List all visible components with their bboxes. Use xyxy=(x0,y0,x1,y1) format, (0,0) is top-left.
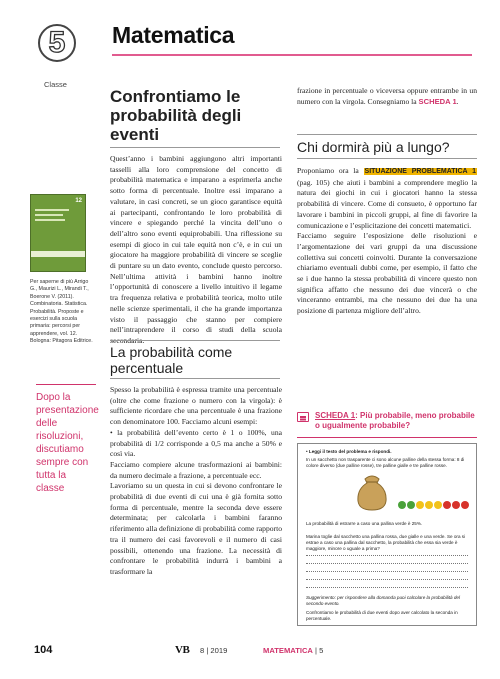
ws-line: Suggerimento: per rispondere alla domanda puoi calcolare la probabilità del secondo evento. xyxy=(306,595,460,607)
footer-subject xyxy=(263,646,323,655)
paragraph: Spesso la probabilità è espressa tramite una percentuale (oltre che come frazione o numero con la virgola): è sufficiente ricordare che una percentuale è una frazione con denominatore 100. Facciamo alcuni esempi: xyxy=(110,385,282,427)
section-rule xyxy=(297,158,477,159)
footer-subject-name: MATEMATICA xyxy=(263,646,313,655)
green-ball-icon xyxy=(398,501,406,509)
book-title-line xyxy=(35,214,63,216)
right-continuation xyxy=(297,86,477,107)
scheda-reference: SCHEDA 1 xyxy=(418,96,457,106)
scheda-heading xyxy=(297,411,477,431)
magazine-logo: VB xyxy=(175,644,190,656)
paragraph: Facciamo seguire l’esposizione delle risoluzioni e l’argomentazione dei vari gruppi da una discussione collettiva sui concetti coinvolti. Durante la conversazione chiariamo eventuali dubbi come, per esempio, il fatto che se i due hanno la stessa probabilità di vincere questo non significa affatto che nessuno dei due vincerà o che vinceranno entrambi, ma che nessuno dei due ha una posizione di partenza migliore dell’altro. xyxy=(297,231,477,316)
section-rule xyxy=(297,134,477,135)
book-title-line xyxy=(35,219,65,221)
answer-line xyxy=(306,579,468,580)
worksheet-preview xyxy=(297,443,477,626)
yellow-ball-icon xyxy=(434,501,442,509)
paragraph xyxy=(297,166,477,231)
yellow-ball-icon xyxy=(416,501,424,509)
worksheet-icon xyxy=(297,412,309,422)
scheda-rule xyxy=(297,437,477,438)
section-title-percentuale: La probabilità come percentuale xyxy=(110,344,233,377)
sack-icon xyxy=(353,471,391,511)
section-rule xyxy=(110,340,280,341)
answer-line xyxy=(306,555,468,556)
grade-label: Classe xyxy=(44,80,67,89)
article-intro: Quest’anno i bambini aggiungono altri importanti tasselli alla loro comprensione del concetto di probabilità matematica e imparano a esprimerla anche sotto forma di percentuale. Inoltre essi imparano a valutare, in casi concreti, se un gioco garantisce equità ai partecipanti, confrontando le loro probabilità di vincere e spiegando perché la vincita dell’uno o dell’altro sono eventi equiprobabili. Una riflessione su esempi di gioco in cui tale equità non c’è, e in cui un giocatore ha maggiore probabilità di vincere se sceglie di puntare su un dato evento, conclude questo percorso. Nell’ultima attività i bambini hanno inoltre l’opportunità di conoscere a livello intuitivo il legame tra frequenza relativa e probabilità teorica, molto utile nelle scienze sperimentali, il che ha grande importanza visto il passaggio che stanno per compiere nell’intraprendere il corso di studi della scuola xyxy=(110,154,282,335)
section-title: Matematica xyxy=(112,22,235,48)
scheda-label: SCHEDA 1 xyxy=(315,411,356,420)
green-ball-icon xyxy=(407,501,415,509)
heading-rule xyxy=(110,147,280,148)
yellow-ball-icon xyxy=(425,501,433,509)
answer-line xyxy=(306,563,468,564)
scheda-title: : Più probabile, meno probabile o ugualmente probabile? xyxy=(315,411,475,430)
red-ball-icon xyxy=(452,501,460,509)
ws-line: Marina toglie dal sacchetto una pallina rossa, due gialle e una verde. Se ora si estrae a caso una pallina dal sacchetto, la probabilità che essa sia verde è maggiore, minore o uguale a prima? xyxy=(306,534,466,552)
text: Proponiamo ora la xyxy=(297,166,364,175)
paragraph: • la probabilità dell’evento certo è 1 o 100%, una probabilità di 1/2 corrisponde a 0,5 ma anche a 50% e così via. xyxy=(110,427,282,459)
callout-rule xyxy=(36,384,96,385)
text: (pag. 105) che aiuti i bambini a comprendere meglio la natura dei giochi in cui i giocatori hanno la stessa probabilità di vincere. Come di consueto, è opportuno far lavorare i bambini in piccoli gruppi, al fine di favorire la comunicazione e l’esplicitazione dei concetti matematici. xyxy=(297,177,477,230)
book-band xyxy=(31,251,85,257)
ws-line: In un sacchetto non trasparente ci sono alcune palline della stessa forma: 8 di colore diverso (due palline rosse), tre palline gialle e tre palline rosse. xyxy=(306,457,465,469)
continuation-end: . xyxy=(456,96,459,106)
grade-badge xyxy=(38,24,76,62)
red-ball-icon xyxy=(443,501,451,509)
dormira-body xyxy=(297,166,477,317)
footer-grade: | 5 xyxy=(315,646,324,655)
callout-text: Dopo la presentazione delle risoluzioni, discutiamo sempre con tutta la classe xyxy=(36,392,99,494)
title-rule xyxy=(112,54,472,56)
section-rule xyxy=(110,378,280,379)
ws-line: Confrontiamo le probabilità di due eventi dopo aver calcolato la seconda in percentuale. xyxy=(306,610,458,622)
grade-number: 5 xyxy=(48,26,66,59)
article-title: Confrontiamo le probabilità degli eventi xyxy=(110,87,242,145)
book-title-line xyxy=(35,209,69,211)
book-number: 12 xyxy=(75,198,82,204)
ws-instruction: • Leggi il testo del problema e rispondi. xyxy=(306,449,392,454)
ws-line: La probabilità di estrarre a caso una pallina verde è 25%. xyxy=(306,521,423,526)
situazione-highlight: SITUAZIONE PROBLEMATICA 1 xyxy=(364,168,476,175)
paragraph: Lavoriamo su un questa in cui si devono confrontare le probabilità di due eventi di cui una è già fornita sotto forma di percentuale, mentre la seconda deve essere determinata; per calcolarla i bambini faranno riferimento alla definizione di probabilità come rapporto tra il numero dei casi favorevoli e il numero di casi possibili, ottenendo una frazione. La necessità di confrontare le probabilità indurrà i bambini a trasformare la xyxy=(110,481,282,576)
answer-line xyxy=(306,571,468,572)
continuation-text: frazione in percentuale o viceversa oppure entrambe in un numero con la virgola. Consegniamo la xyxy=(297,86,477,106)
percentuale-body xyxy=(110,385,282,578)
book-cover xyxy=(30,194,86,272)
section-title-dormira: Chi dormirà più a lungo? xyxy=(297,139,450,155)
page-number: 104 xyxy=(34,644,53,656)
answer-line xyxy=(306,587,468,588)
red-ball-icon xyxy=(461,501,469,509)
book-caption: Per saperne di più Arrigo G., Maurizi L., Mirandi T., Boerone V. (2011). Combinatoria. Statistica. Probabilità. Proposte e esercizi sulla scuola primaria: percorsi per apprendere, vol. 12. Bologna: Pitagora Editrice. xyxy=(30,279,93,345)
issue-info: 8 | 2019 xyxy=(200,646,228,655)
paragraph: Facciamo compiere alcune trasformazioni ai bambini: da numero decimale a frazione, a percentuale ecc. xyxy=(110,459,282,480)
top-rule xyxy=(0,0,500,4)
